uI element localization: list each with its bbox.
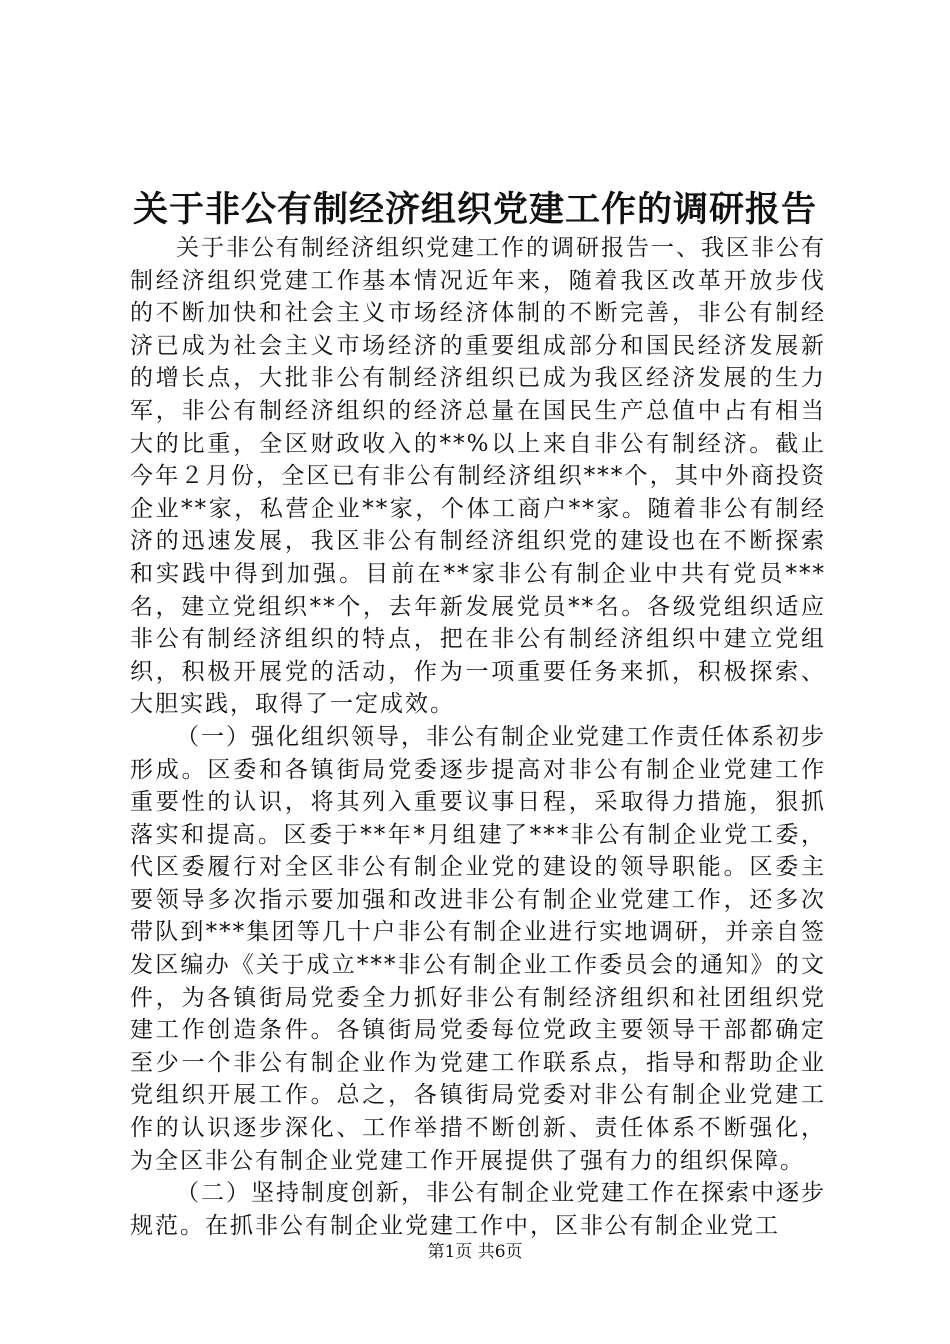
page-number: 第1页 共6页 <box>427 1242 523 1262</box>
paragraph-2: （一）强化组织领导，非公有制企业党建工作责任体系初步形成。区委和各镇街局党委逐步提高对非公有制企业党建工作重要性的认识，将其列入重要议事日程，采取得力措施，狠抓落实和提高。区委于**年*月组建了***非公有制企业党工委，代区委履行对全区非公有制企业党的建设的领导职能。区委主要领导多次指示要加强和改进非公有制企业党建工作，还多次带队到***集团等几十户非公有制企业进行实地调研，并亲自签发区编办《关于成立***非公有制企业工作委员会的通知》的文件，为各镇街局党委全力抓好非公有制经济组织和社团组织党建工作创造条件。各镇街局党委每位党政主要领导干部都确定至少一个非公有制企业作为党建工作联系点，指导和帮助企业党组织开展工作。总之，各镇街局党委对非公有制企业党建工作的认识逐步深化、工作举措不断创新、责任体系不断强化，为全区非公有制企业党建工作开展提供了强有力的组织保障。 <box>130 723 826 1174</box>
document-title: 关于非公有制经济组织党建工作的调研报告 <box>132 189 817 230</box>
paragraph-3: （二）坚持制度创新，非公有制企业党建工作在探索中逐步规范。在抓非公有制企业党建工作中，区非公有制企业党工 <box>130 1180 826 1239</box>
document-body <box>130 232 826 1242</box>
paragraph-1: 关于非公有制经济组织党建工作的调研报告一、我区非公有制经济组织党建工作基本情况近年来，随着我区改革开放步伐的不断加快和社会主义市场经济体制的不断完善，非公有制经济已成为社会主义市场经济的重要组成部分和国民经济发展新的增长点，大批非公有制经济组织已成为我区经济发展的生力军，非公有制经济组织的经济总量在国民生产总值中占有相当大的比重，全区财政收入的**%以上来自非公有制经济。截止今年２月份，全区已有非公有制经济组织***个，其中外商投资企业**家，私营企业**家，个体工商户**家。随着非公有制经济的迅速发展，我区非公有制经济组织党的建设也在不断探索和实践中得到加强。目前在**家非公有制企业中共有党员***名，建立党组织**个，去年新发展党员**名。各级党组织适应非公有制经济组织的特点，把在非公有制经济组织中建立党组织，积极开展党的活动，作为一项重要任务来抓，积极探索、大胆实践，取得了一定成效。 <box>130 235 826 718</box>
